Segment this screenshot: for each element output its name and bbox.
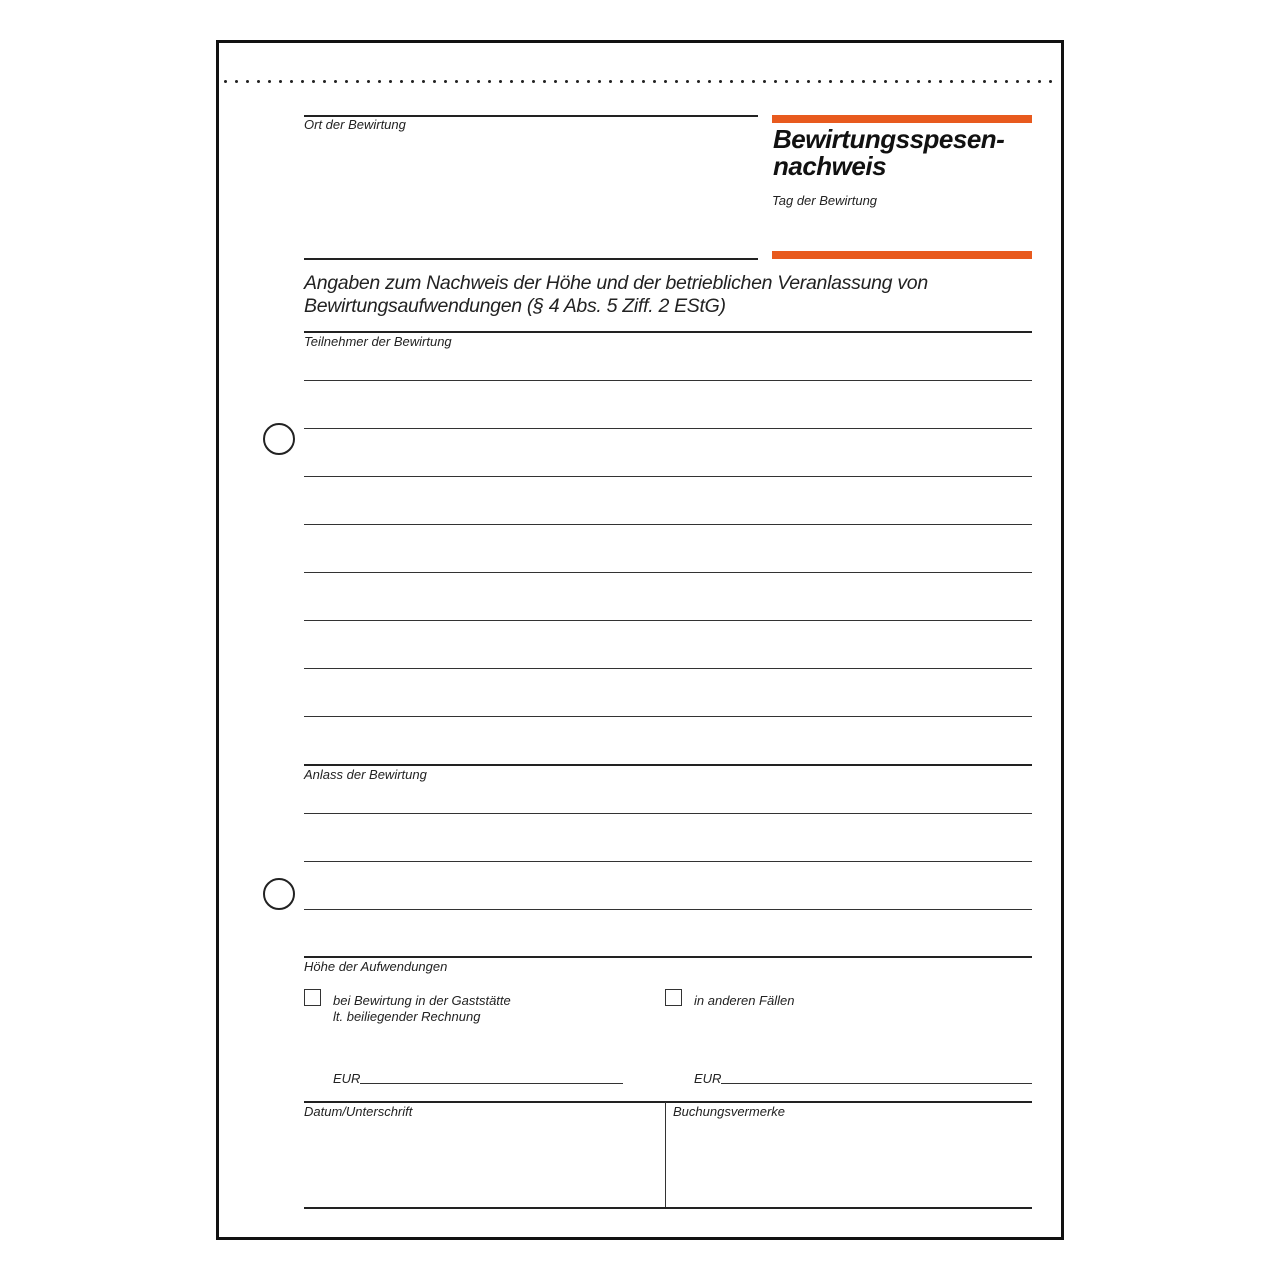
perforation-dot	[708, 80, 711, 83]
perforation-dot	[312, 80, 315, 83]
perforation-dot	[565, 80, 568, 83]
perforation-dot	[961, 80, 964, 83]
perforation-dot	[675, 80, 678, 83]
perforation-dot	[598, 80, 601, 83]
participants-line[interactable]	[304, 668, 1032, 669]
perforation-dot	[235, 80, 238, 83]
form-title	[773, 126, 1004, 180]
perforation-dot	[488, 80, 491, 83]
amount-input-1[interactable]	[360, 1083, 623, 1084]
perforation-dot	[796, 80, 799, 83]
perforation-dot	[422, 80, 425, 83]
perforation-dot	[334, 80, 337, 83]
perforation-dot	[807, 80, 810, 83]
perforation-dot	[411, 80, 414, 83]
perforation-dot	[873, 80, 876, 83]
perforation-dot	[917, 80, 920, 83]
perforation-dot	[895, 80, 898, 83]
perforation-dot	[323, 80, 326, 83]
perforation-dot	[1049, 80, 1052, 83]
perforation-dot	[521, 80, 524, 83]
signature-label: Datum/Unterschrift	[304, 1104, 413, 1119]
participants-line[interactable]	[304, 620, 1032, 621]
perforation-dot	[576, 80, 579, 83]
perforation-dot	[510, 80, 513, 83]
restaurant-option-label	[333, 993, 511, 1025]
accent-bar-bottom	[772, 251, 1032, 259]
currency-label-2: EUR	[694, 1071, 722, 1086]
perforation-dot	[697, 80, 700, 83]
participants-top-rule	[304, 331, 1032, 333]
perforation-dot	[851, 80, 854, 83]
form-title-line2: nachweis	[773, 151, 887, 181]
participants-line[interactable]	[304, 428, 1032, 429]
perforation-dot	[455, 80, 458, 83]
perforation-dot	[268, 80, 271, 83]
signature-divider	[665, 1102, 666, 1208]
perforation-dot	[631, 80, 634, 83]
perforation-dot	[532, 80, 535, 83]
perforation-dot	[983, 80, 986, 83]
perforation-dot	[829, 80, 832, 83]
punch-hole-icon	[263, 878, 295, 910]
perforation-dot	[950, 80, 953, 83]
restaurant-checkbox[interactable]	[304, 989, 321, 1006]
perforation-dot	[994, 80, 997, 83]
date-label: Tag der Bewirtung	[772, 193, 878, 208]
perforation-dot	[741, 80, 744, 83]
perforation-dot	[653, 80, 656, 83]
perforation-dot	[466, 80, 469, 83]
accent-bar-top	[772, 115, 1032, 123]
perforation-dot	[642, 80, 645, 83]
other-cases-checkbox[interactable]	[665, 989, 682, 1006]
perforation-dot	[730, 80, 733, 83]
form-sheet	[216, 40, 1064, 1240]
form-heading-line1: Angaben zum Nachweis der Höhe und der betrieblichen Veranlassung von	[304, 272, 928, 294]
perforation-dot	[862, 80, 865, 83]
perforation-dot	[279, 80, 282, 83]
restaurant-option-line1: bei Bewirtung in der Gaststätte	[333, 993, 511, 1008]
signature-input-line[interactable]	[304, 1207, 1032, 1209]
amount-input-2[interactable]	[721, 1083, 1032, 1084]
participants-line[interactable]	[304, 380, 1032, 381]
perforation-dot	[224, 80, 227, 83]
perforation-dot	[389, 80, 392, 83]
perforation-dot	[1038, 80, 1041, 83]
occasion-line[interactable]	[304, 861, 1032, 862]
perforation-dot	[972, 80, 975, 83]
perforation-dot	[477, 80, 480, 83]
other-cases-label: in anderen Fällen	[694, 993, 795, 1008]
occasion-line[interactable]	[304, 909, 1032, 910]
restaurant-option-line2: lt. beiliegender Rechnung	[333, 1009, 481, 1024]
perforation-dot	[686, 80, 689, 83]
punch-hole-icon	[263, 423, 295, 455]
perforation-dot	[444, 80, 447, 83]
participants-line[interactable]	[304, 716, 1032, 717]
form-title-line1: Bewirtungsspesen-	[773, 124, 1005, 154]
perforation-dot	[840, 80, 843, 83]
perforation-dot	[400, 80, 403, 83]
perforation-dot	[301, 80, 304, 83]
participants-line[interactable]	[304, 476, 1032, 477]
participants-label: Teilnehmer der Bewirtung	[304, 334, 452, 349]
perforation-dot	[367, 80, 370, 83]
perforation-dot	[928, 80, 931, 83]
perforation-dot	[763, 80, 766, 83]
perforation-dot	[785, 80, 788, 83]
perforation-dot	[1016, 80, 1019, 83]
perforation-dot	[906, 80, 909, 83]
perforation-dot	[356, 80, 359, 83]
perforation-dot	[433, 80, 436, 83]
perforation-dot	[609, 80, 612, 83]
perforation-dot	[664, 80, 667, 83]
perforation-dot	[246, 80, 249, 83]
amount-label: Höhe der Aufwendungen	[304, 959, 448, 974]
place-input-line[interactable]	[304, 258, 758, 260]
perforation-line	[224, 80, 1058, 86]
perforation-dot	[345, 80, 348, 83]
perforation-dot	[1005, 80, 1008, 83]
place-label: Ort der Bewirtung	[304, 117, 406, 132]
perforation-dot	[620, 80, 623, 83]
perforation-dot	[499, 80, 502, 83]
form-heading	[304, 272, 928, 318]
perforation-dot	[774, 80, 777, 83]
perforation-dot	[752, 80, 755, 83]
perforation-dot	[543, 80, 546, 83]
perforation-dot	[818, 80, 821, 83]
perforation-dot	[939, 80, 942, 83]
form-heading-line2: Bewirtungsaufwendungen (§ 4 Abs. 5 Ziff. 2 EStG)	[304, 295, 726, 317]
perforation-dot	[378, 80, 381, 83]
signature-top-rule	[304, 1101, 1032, 1103]
perforation-dot	[290, 80, 293, 83]
occasion-label: Anlass der Bewirtung	[304, 767, 427, 782]
amount-top-rule	[304, 956, 1032, 958]
occasion-line[interactable]	[304, 813, 1032, 814]
perforation-dot	[587, 80, 590, 83]
participants-line[interactable]	[304, 524, 1032, 525]
perforation-dot	[1027, 80, 1030, 83]
perforation-dot	[257, 80, 260, 83]
booking-label: Buchungsvermerke	[673, 1104, 785, 1119]
perforation-dot	[719, 80, 722, 83]
currency-label-1: EUR	[333, 1071, 361, 1086]
occasion-top-rule	[304, 764, 1032, 766]
participants-line[interactable]	[304, 572, 1032, 573]
perforation-dot	[554, 80, 557, 83]
perforation-dot	[884, 80, 887, 83]
